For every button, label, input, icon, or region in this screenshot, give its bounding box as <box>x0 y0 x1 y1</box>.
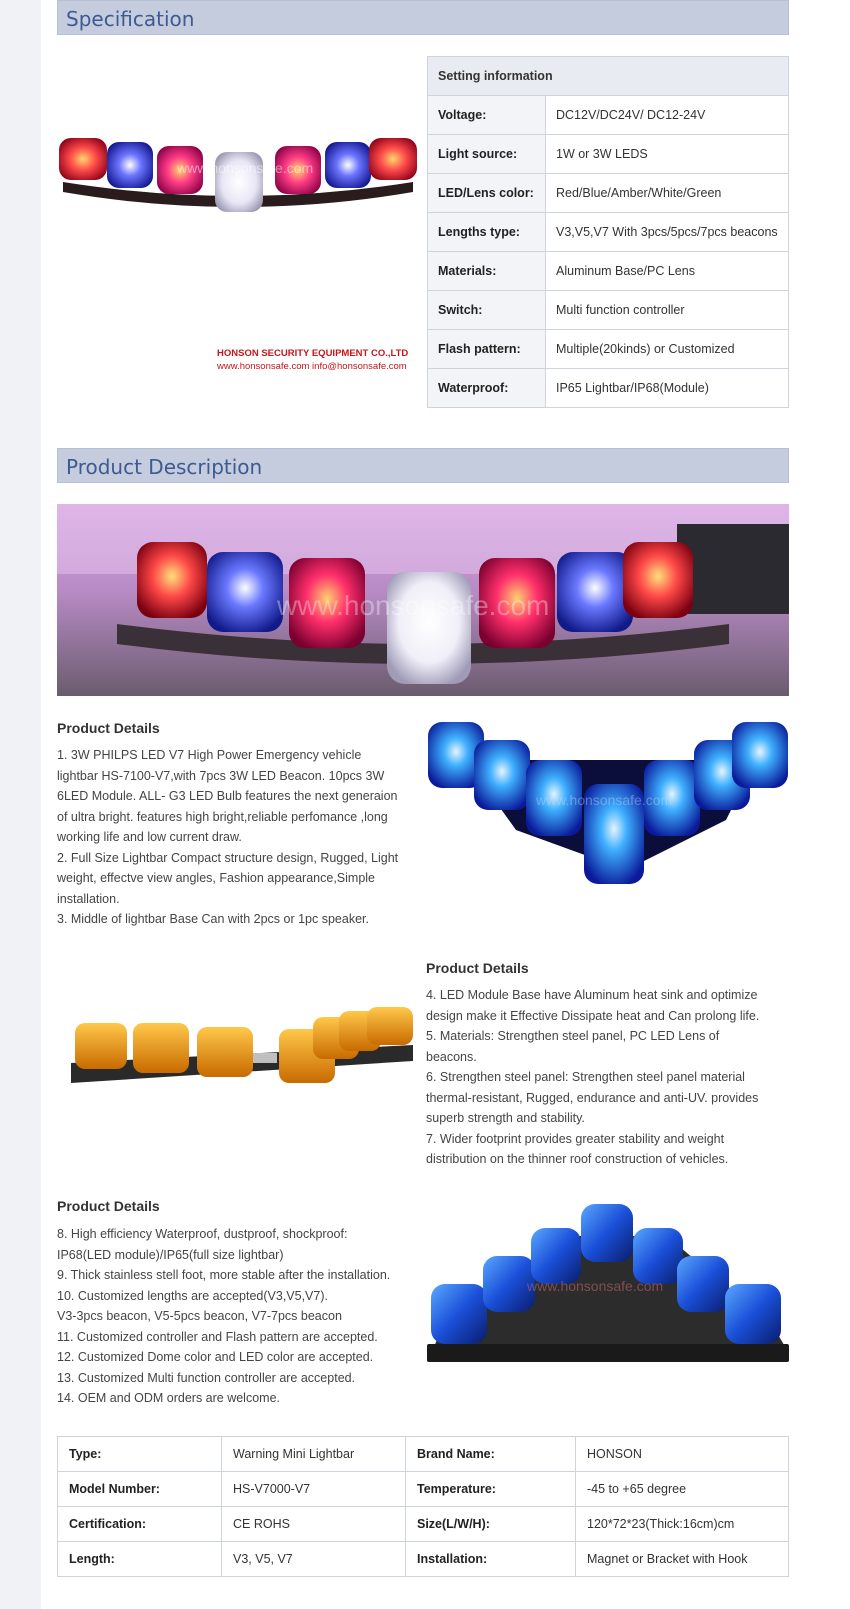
spec-key: Switch: <box>428 291 546 330</box>
company-contact: www.honsonsafe.com info@honsonsafe.com <box>217 361 407 372</box>
details-line: beacons. <box>426 1049 477 1064</box>
banner-image <box>57 504 789 696</box>
specification-header <box>57 0 789 35</box>
details-line: IP68(LED module)/IP65(full size lightbar) <box>57 1247 284 1262</box>
details-line: 10. Customized lengths are accepted(V3,V5,V7). <box>57 1288 328 1303</box>
spec-product-image <box>57 120 419 240</box>
details-line: design make it Effective Dissipate heat and Can prolong life. <box>426 1008 760 1023</box>
blue-lightbar-image <box>426 720 790 890</box>
details-line: distribution on the thinner roof construction of vehicles. <box>426 1152 729 1166</box>
spec-row <box>428 96 789 135</box>
details-line: 4. LED Module Base have Aluminum heat sink and optimize <box>426 988 758 1002</box>
product-description-header <box>57 448 789 483</box>
product-info-table <box>57 1436 789 1577</box>
details-line: 14. OEM and ODM orders are welcome. <box>57 1391 280 1405</box>
spec-key: Materials: <box>428 252 546 291</box>
lightbar-illustration <box>57 120 419 240</box>
details-line: 7. Wider footprint provides greater stability and weight <box>426 1131 725 1146</box>
details-line: weight, effectve view angles, Fashion appearance,Simple <box>57 871 376 885</box>
spec-row <box>428 330 789 369</box>
details-line: 1. 3W PHILPS LED V7 High Power Emergency vehicle <box>57 748 362 762</box>
details-text-2 <box>426 985 759 1170</box>
spec-key: Lengths type: <box>428 213 546 252</box>
spec-value: V3,V5,V7 With 3pcs/5pcs/7pcs beacons <box>546 213 789 252</box>
info-value: V3, V5, V7 <box>222 1542 406 1577</box>
details-line: 5. Materials: Strengthen steel panel, PC LED Lens of <box>426 1029 720 1043</box>
details-line: 3. Middle of lightbar Base Can with 2pcs or 1pc speaker. <box>57 912 369 926</box>
spec-value: Aluminum Base/PC Lens <box>546 252 789 291</box>
info-value: CE ROHS <box>222 1507 406 1542</box>
info-key: Type: <box>58 1437 222 1472</box>
info-row <box>58 1542 789 1577</box>
specification-table <box>427 56 789 408</box>
details-line: 2. Full Size Lightbar Compact structure design, Rugged, Light <box>57 850 399 865</box>
spec-value: Multiple(20kinds) or Customized <box>546 330 789 369</box>
spec-table-header: Setting information <box>428 57 789 96</box>
spec-row <box>428 174 789 213</box>
spec-row <box>428 213 789 252</box>
banner-watermark: www.honsonsafe.com <box>277 590 550 621</box>
info-value: 120*72*23(Thick:16cm)cm <box>576 1507 789 1542</box>
product-description-title: Product Description <box>66 455 263 479</box>
page <box>41 0 850 1609</box>
spec-key: Light source: <box>428 135 546 174</box>
spec-row <box>428 291 789 330</box>
details-line: 9. Thick stainless stell foot, more stable after the installation. <box>57 1268 391 1282</box>
details-line: superb strength and stability. <box>426 1111 585 1125</box>
blue-dome-lightbar-image <box>427 1200 789 1372</box>
info-value: HS-V7000-V7 <box>222 1472 406 1507</box>
spec-value: DC12V/DC24V/ DC12-24V <box>546 96 789 135</box>
spec-value: IP65 Lightbar/IP68(Module) <box>546 369 789 408</box>
spec-row <box>428 369 789 408</box>
details-line: of ultra bright. features high bright,reliable perfomance ,long <box>57 809 388 824</box>
spec-key: Waterproof: <box>428 369 546 408</box>
info-value: Warning Mini Lightbar <box>222 1437 406 1472</box>
info-row <box>58 1437 789 1472</box>
spec-key: Flash pattern: <box>428 330 546 369</box>
details-line: 12. Customized Dome color and LED color are accepted. <box>57 1350 374 1364</box>
info-value: Magnet or Bracket with Hook <box>576 1542 789 1577</box>
info-value: HONSON <box>576 1437 789 1472</box>
spec-row <box>428 135 789 174</box>
info-key: Size(L/W/H): <box>406 1507 576 1542</box>
details-title-2: Product Details <box>426 960 529 976</box>
info-key: Brand Name: <box>406 1437 576 1472</box>
info-value: -45 to +65 degree <box>576 1472 789 1507</box>
amber-lightbar-image <box>67 1005 417 1097</box>
info-key: Installation: <box>406 1542 576 1577</box>
info-row <box>58 1472 789 1507</box>
info-row <box>58 1507 789 1542</box>
details-title-1: Product Details <box>57 720 160 736</box>
info-key: Length: <box>58 1542 222 1577</box>
amber-lightbar-illustration <box>67 1005 417 1097</box>
spec-value: 1W or 3W LEDS <box>546 135 789 174</box>
details-line: V3-3pcs beacon, V5-5pcs beacon, V7-7pcs beacon <box>57 1309 342 1323</box>
company-name: HONSON SECURITY EQUIPMENT CO.,LTD <box>217 348 409 359</box>
details-line: installation. <box>57 891 120 906</box>
details-title-3: Product Details <box>57 1198 160 1214</box>
details-line: working life and low current draw. <box>57 830 242 844</box>
info-key: Temperature: <box>406 1472 576 1507</box>
spec-row <box>428 252 789 291</box>
spec-key: Voltage: <box>428 96 546 135</box>
spec-key: LED/Lens color: <box>428 174 546 213</box>
info-key: Certification: <box>58 1507 222 1542</box>
spec-image-watermark: www.honsonsafe.com <box>177 160 314 176</box>
info-key: Model Number: <box>58 1472 222 1507</box>
details-line: lightbar HS-7100-V7,with 7pcs 3W LED Beacon. 10pcs 3W <box>57 768 385 783</box>
details-text-1 <box>57 745 398 930</box>
details-line: thermal-resistant, Rugged, endurance and anti-UV. provides <box>426 1090 759 1105</box>
spec-value: Multi function controller <box>546 291 789 330</box>
dome-image-watermark: www.honsonsafe.com <box>527 1278 664 1294</box>
details-line: 6. Strengthen steel panel: Strengthen steel panel material <box>426 1070 745 1084</box>
specification-title: Specification <box>66 7 195 31</box>
spec-value: Red/Blue/Amber/White/Green <box>546 174 789 213</box>
blue-image-watermark: www.honsonsafe.com <box>536 792 673 808</box>
details-text-3 <box>57 1224 390 1409</box>
details-line: 8. High efficiency Waterproof, dustproof, shockproof: <box>57 1227 348 1241</box>
details-line: 6LED Module. ALL- G3 LED Bulb features the next generaion <box>57 789 398 803</box>
details-line: 13. Customized Multi function controller are accepted. <box>57 1370 356 1385</box>
details-line: 11. Customized controller and Flash pattern are accepted. <box>57 1329 378 1344</box>
